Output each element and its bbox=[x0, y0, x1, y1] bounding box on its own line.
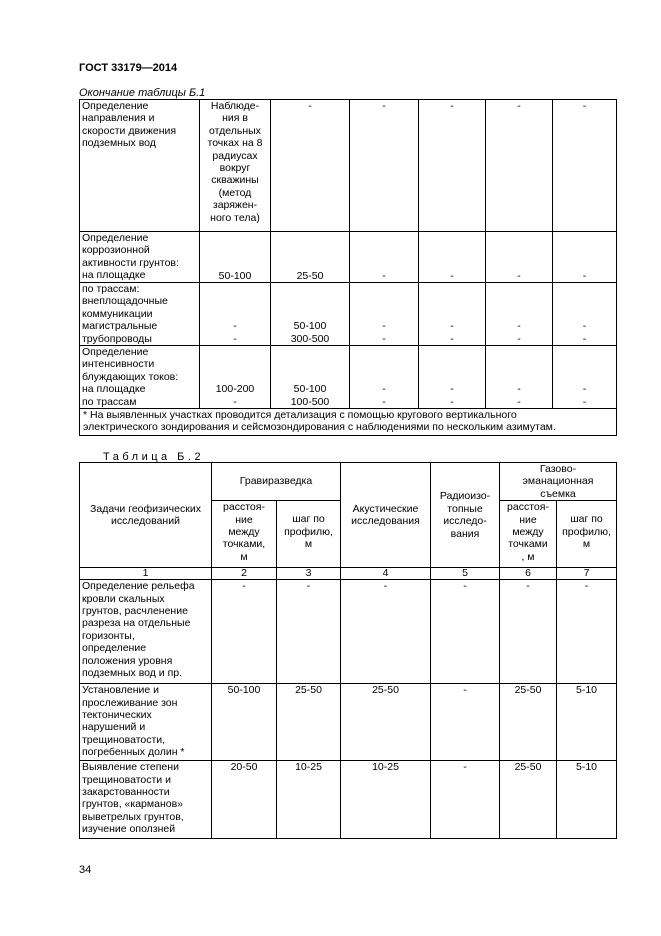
cell-line: на площадке bbox=[82, 269, 146, 282]
table-row: Выявление степени трещиноватости и закарстованности грунтов, «карманов» выветрелых грунтов, изучение оползней 20-50 10-25 10-25 - 25-50 5-10 bbox=[80, 761, 617, 839]
cell-line: подземных вод и пр. bbox=[82, 667, 183, 680]
table-row bbox=[80, 283, 617, 346]
cell-line: 25-50 bbox=[296, 269, 324, 282]
header-gravi-step bbox=[277, 501, 341, 568]
cell-line: коммуникации bbox=[82, 307, 153, 320]
table-cell bbox=[350, 100, 419, 232]
table-footnote bbox=[80, 409, 617, 436]
table-cell bbox=[553, 283, 617, 346]
cell-line: радиусах bbox=[212, 149, 258, 162]
table-cell bbox=[271, 346, 350, 409]
header-radio bbox=[431, 463, 500, 568]
cell-line: - bbox=[450, 100, 454, 112]
cell-line: вокруг bbox=[219, 162, 251, 175]
cell-line: - bbox=[382, 100, 386, 112]
cell-line: скорости движения bbox=[82, 124, 177, 137]
cell-line: (метод bbox=[218, 186, 252, 199]
cell-line: - bbox=[233, 332, 237, 345]
cell-line: - bbox=[450, 332, 454, 345]
cell-line: - bbox=[382, 320, 386, 333]
header-gas-distance bbox=[500, 501, 557, 568]
cell-line: расстоя- bbox=[223, 501, 265, 514]
cell-line: направления и bbox=[82, 112, 155, 125]
table2-caption: Таблица Б.2 bbox=[103, 451, 205, 463]
table-cell bbox=[80, 580, 212, 684]
table-header-row bbox=[80, 463, 617, 501]
table-cell bbox=[553, 346, 617, 409]
cell-line: Радиоизо- bbox=[439, 490, 491, 503]
cell-line: - bbox=[582, 320, 587, 333]
cell-line: 50-100 bbox=[218, 269, 252, 282]
cell-line: эманационная bbox=[522, 475, 594, 488]
document-header: ГОСТ 33179—2014 bbox=[79, 62, 178, 74]
cell-line: Определение рельефа bbox=[82, 580, 195, 593]
table-row: Определение рельефа кровли скальных грунтов, расчленение разреза на отдельные горизонты, определение положения уровня подземных вод и пр. - - - - - - bbox=[80, 580, 617, 684]
cell-line: Определение bbox=[82, 232, 149, 244]
table-row: Установление и прослеживание зон тектонических нарушений и трещиноватости, погребенных долин * 50-100 25-50 25-50 - 25-50 5-10 bbox=[80, 684, 617, 761]
table-cell bbox=[419, 346, 486, 409]
cell-line: выветрелых грунтов, bbox=[82, 810, 184, 823]
cell-line: съемка bbox=[540, 487, 576, 500]
cell-line: 100-200 bbox=[215, 383, 255, 396]
cell-line: Наблюде- bbox=[210, 100, 260, 112]
cell-line: Акустические bbox=[352, 502, 419, 515]
cell-line: - bbox=[517, 383, 521, 396]
cell-line: точками, bbox=[222, 538, 266, 551]
table-cell bbox=[80, 346, 200, 409]
table-cell bbox=[350, 346, 419, 409]
table-cell bbox=[200, 346, 271, 409]
cell-line: на площадке bbox=[82, 383, 146, 396]
cell-line: нарушений и bbox=[82, 721, 146, 734]
cell-line: подземных вод bbox=[82, 137, 156, 150]
cell-line: определение bbox=[82, 642, 147, 655]
table-cell bbox=[271, 283, 350, 346]
cell-line: тектонических bbox=[82, 709, 152, 722]
cell-line: коррозионной bbox=[82, 244, 150, 257]
cell-line: Определение bbox=[82, 100, 149, 112]
cell-line: - bbox=[450, 320, 454, 333]
table-b2 bbox=[79, 462, 617, 839]
cell-line: точками bbox=[508, 538, 548, 551]
cell-line: - bbox=[450, 395, 454, 408]
cell-line: грунтов, «карманов» bbox=[82, 798, 184, 811]
table-cell bbox=[80, 684, 212, 761]
table-cell bbox=[419, 232, 486, 283]
cell-line: * На выявленных участках проводится детализация с помощью кругового вертикального bbox=[83, 409, 517, 422]
cell-line: - bbox=[517, 395, 521, 408]
table-row bbox=[80, 100, 617, 232]
cell-line: положения уровня bbox=[82, 654, 173, 667]
table-cell bbox=[80, 283, 200, 346]
table-cell bbox=[271, 232, 350, 283]
cell-line: - bbox=[582, 100, 587, 112]
cell-line: электрического зондирования и сейсмозондирования с наблюдениями по нескольким азимутам. bbox=[83, 421, 556, 434]
table-cell bbox=[80, 100, 200, 232]
table-footnote-row bbox=[80, 409, 617, 436]
table-cell bbox=[80, 232, 200, 283]
cell-line: точках на 8 bbox=[207, 137, 263, 150]
cell-line: , м bbox=[521, 550, 535, 563]
table-cell bbox=[419, 283, 486, 346]
header-gravi-distance bbox=[212, 501, 277, 568]
table-cell bbox=[486, 283, 553, 346]
cell-line: разреза на отдельные bbox=[82, 617, 191, 630]
cell-line: Газово- bbox=[539, 463, 577, 475]
cell-line: расстоя- bbox=[507, 501, 549, 514]
table-cell bbox=[350, 232, 419, 283]
cell-line: внеплощадочные bbox=[82, 295, 168, 308]
table-cell bbox=[486, 232, 553, 283]
cell-line: магистральные bbox=[82, 320, 158, 333]
cell-line: блуждающих токов: bbox=[82, 370, 179, 383]
cell-line: м bbox=[582, 538, 591, 551]
cell-line: - bbox=[582, 383, 587, 396]
table-cell bbox=[486, 100, 553, 232]
cell-line: м bbox=[304, 538, 313, 551]
cell-line: - bbox=[517, 269, 521, 282]
table-cell bbox=[486, 346, 553, 409]
header-acoustic bbox=[341, 463, 431, 568]
cell-line: Установление и bbox=[82, 684, 159, 697]
cell-line: профилю, bbox=[562, 525, 611, 538]
table-cell bbox=[350, 283, 419, 346]
cell-line: топные bbox=[447, 502, 483, 515]
cell-line: профилю, bbox=[284, 525, 333, 538]
table-cell bbox=[200, 100, 271, 232]
cell-line: заряжен- bbox=[212, 199, 258, 212]
table-row bbox=[80, 346, 617, 409]
cell-line: интенсивности bbox=[82, 358, 155, 371]
cell-line: 300-500 bbox=[290, 332, 330, 345]
table-cell bbox=[271, 100, 350, 232]
cell-line: между bbox=[228, 526, 260, 539]
cell-line: вания bbox=[450, 527, 480, 540]
cell-line: грунтов, расчленение bbox=[82, 605, 188, 618]
cell-line: по трассам: bbox=[82, 283, 140, 295]
cell-line: прослеживание зон bbox=[82, 696, 178, 709]
cell-line: исследований bbox=[111, 515, 180, 528]
table-cell bbox=[553, 232, 617, 283]
cell-line: - bbox=[582, 269, 587, 282]
cell-line: - bbox=[382, 269, 386, 282]
table-cell bbox=[553, 100, 617, 232]
cell-line: трещиноватости и bbox=[82, 773, 171, 786]
cell-line: трубопроводы bbox=[82, 332, 152, 345]
header-gravi: Гравиразведка bbox=[212, 463, 341, 501]
cell-line: - bbox=[582, 395, 587, 408]
cell-line: закарстованности bbox=[82, 786, 170, 799]
header-gas bbox=[500, 463, 617, 501]
page-number: 34 bbox=[79, 864, 92, 876]
cell-line: 100-500 bbox=[290, 395, 330, 408]
cell-line: - bbox=[382, 332, 386, 345]
cell-line: - bbox=[450, 269, 454, 282]
cell-line: погребенных долин * bbox=[82, 746, 185, 759]
cell-line: - bbox=[308, 100, 312, 112]
cell-line: - bbox=[517, 332, 521, 345]
cell-line: исследо- bbox=[443, 515, 487, 528]
cell-line: активности грунтов: bbox=[82, 256, 179, 269]
table-cell bbox=[80, 761, 212, 839]
cell-line: - bbox=[382, 395, 386, 408]
cell-line: отдельных bbox=[209, 124, 261, 137]
header-gas-step bbox=[557, 501, 617, 568]
table1-caption: Окончание таблицы Б.1 bbox=[79, 87, 206, 99]
cell-line: шаг по bbox=[570, 513, 603, 526]
cell-line: - bbox=[517, 320, 521, 333]
cell-line: шаг по bbox=[292, 513, 325, 526]
cell-line: скважины bbox=[211, 174, 259, 187]
cell-line: исследования bbox=[351, 515, 420, 528]
table-cell bbox=[200, 232, 271, 283]
cell-line: - bbox=[517, 100, 521, 112]
cell-line: по трассам bbox=[82, 395, 137, 408]
cell-line: - bbox=[582, 332, 587, 345]
cell-line: ния в bbox=[222, 112, 248, 125]
cell-line: - bbox=[450, 383, 454, 396]
cell-line: ние bbox=[519, 513, 537, 526]
cell-line: Выявление степени bbox=[82, 761, 179, 774]
table-cell bbox=[200, 283, 271, 346]
cell-line: между bbox=[512, 526, 544, 539]
cell-line: - bbox=[233, 395, 237, 408]
cell-line: изучение оползней bbox=[82, 823, 176, 836]
cell-line: ние bbox=[235, 513, 253, 526]
cell-line: трещиноватости, bbox=[82, 733, 166, 746]
cell-line: ного тела) bbox=[210, 211, 260, 224]
cell-line: - bbox=[382, 383, 386, 396]
column-number-row: 1 2 3 4 5 6 7 bbox=[80, 568, 617, 580]
table-row bbox=[80, 232, 617, 283]
cell-line: 50-100 bbox=[293, 383, 327, 396]
cell-line: кровли скальных bbox=[82, 592, 165, 605]
table-cell bbox=[419, 100, 486, 232]
cell-line: Задачи геофизических bbox=[90, 502, 201, 515]
table-b1-end bbox=[79, 99, 617, 436]
header-task bbox=[80, 463, 212, 568]
cell-line: м bbox=[240, 550, 248, 563]
cell-line: - bbox=[233, 320, 237, 333]
cell-line: 50-100 bbox=[293, 320, 327, 333]
cell-line: Определение bbox=[82, 346, 149, 359]
cell-line: горизонты, bbox=[82, 629, 135, 642]
